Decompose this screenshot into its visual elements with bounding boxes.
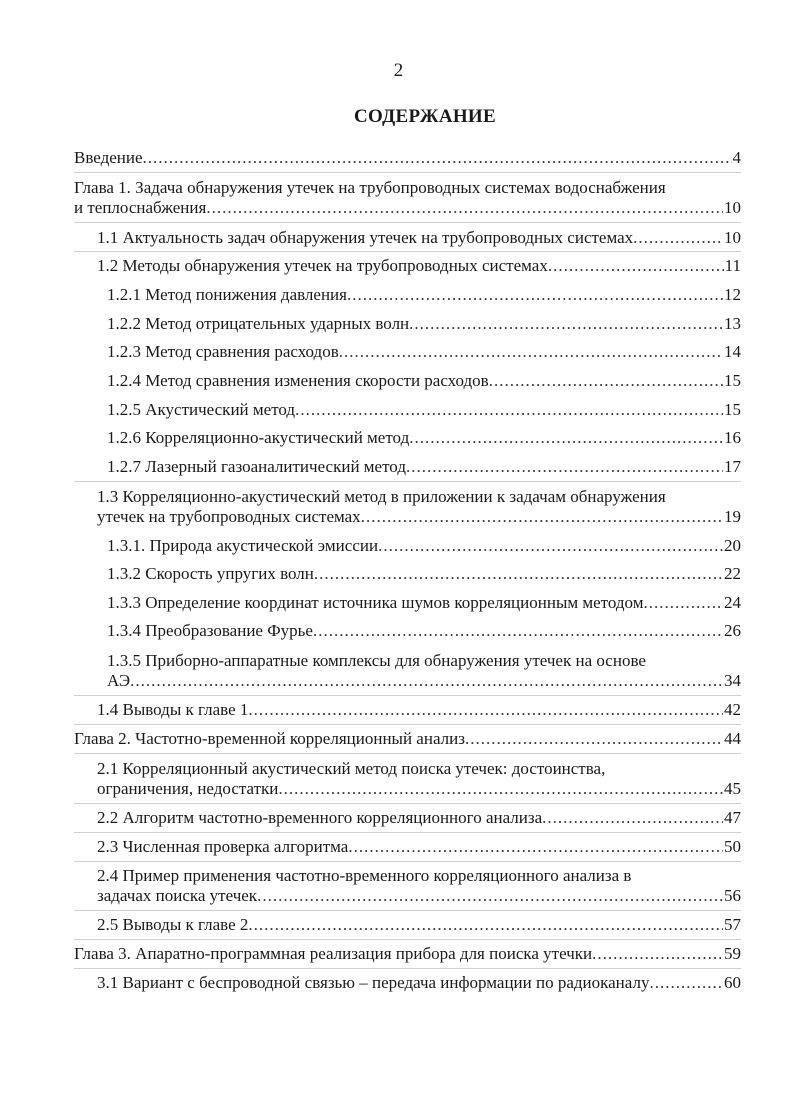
toc-entry-chapter-2 [74, 729, 741, 749]
toc-entry-1-4 [97, 700, 741, 720]
entry-title: 1.2.6 Корреляционно-акустический метод [107, 428, 410, 447]
toc-entry-1-2-4 [107, 371, 741, 391]
leader-dots [409, 314, 723, 334]
leader-dots [206, 198, 723, 218]
entry-title: Глава 2. Частотно-временной корреляционный анализ [74, 729, 465, 748]
page-number: 2 [393, 60, 404, 81]
entry-title: 1.2.5 Акустический метод [107, 400, 296, 419]
leader-dots [409, 428, 723, 448]
leader-dots [592, 944, 723, 964]
entry-page: 59 [724, 944, 741, 963]
toc-entry-2-5 [97, 915, 741, 935]
divider [74, 753, 741, 754]
toc-entry-1-2-5 [107, 400, 741, 420]
divider [74, 968, 741, 969]
entry-title: 1.2.3 Метод сравнения расходов [107, 342, 339, 361]
toc-entry-chapter-3 [74, 944, 741, 964]
entry-title: 1.2 Методы обнаружения утечек на трубопроводных системах [97, 256, 548, 275]
leader-dots [278, 779, 723, 799]
entry-title: 1.1 Актуальность задач обнаружения утечек на трубопроводных системах [97, 228, 634, 247]
entry-page: 24 [724, 593, 741, 612]
entry-title: 2.3 Численная проверка алгоритма [97, 837, 349, 856]
divider [74, 695, 741, 696]
entry-page: 60 [724, 973, 741, 992]
toc-entry-1-3 [97, 487, 741, 527]
entry-page: 44 [724, 729, 741, 748]
leader-dots [339, 342, 723, 362]
toc-entry-1-3-4 [107, 621, 741, 641]
entry-title-cont: и теплоснабжения [74, 198, 207, 217]
entry-title: 1.2.4 Метод сравнения изменения скорости расходов [107, 371, 489, 390]
entry-title-cont: ограничения, недостатки [97, 779, 279, 798]
toc-entry-1-3-1 [107, 536, 741, 556]
leader-dots [649, 973, 723, 993]
entry-page: 11 [724, 256, 741, 275]
entry-page: 45 [724, 779, 741, 798]
toc-entry-introduction [74, 148, 741, 168]
leader-dots [542, 808, 723, 828]
entry-page: 26 [724, 621, 741, 640]
leader-dots [347, 285, 723, 305]
leader-dots [130, 671, 723, 691]
entry-title: 1.2.7 Лазерный газоаналитический метод [107, 457, 406, 476]
divider [74, 910, 741, 911]
toc-entry-3-1 [97, 973, 741, 993]
leader-dots [314, 564, 723, 584]
toc-entry-1-3-3 [107, 593, 741, 613]
entry-page: 42 [724, 700, 741, 719]
entry-page: 57 [724, 915, 741, 934]
entry-title: Глава 3. Апаратно-программная реализация прибора для поиска утечки [74, 944, 593, 963]
toc-entry-1-2 [97, 256, 741, 276]
entry-page: 15 [724, 400, 741, 419]
entry-page: 34 [724, 671, 741, 690]
entry-page: 22 [724, 564, 741, 583]
leader-dots [465, 729, 723, 749]
entry-title: 2.2 Алгоритм частотно-временного корреляционного анализа [97, 808, 543, 827]
divider [74, 832, 741, 833]
divider [74, 939, 741, 940]
leader-dots [295, 400, 723, 420]
entry-page: 13 [724, 314, 741, 333]
entry-title: 2.4 Пример применения частотно-временного корреляционного анализа в [97, 866, 632, 885]
entry-page: 56 [724, 886, 741, 905]
entry-title-cont: АЭ [107, 671, 131, 690]
toc-entry-1-2-7 [107, 457, 741, 477]
leader-dots [406, 457, 723, 477]
leader-dots [633, 228, 723, 248]
entry-page: 14 [724, 342, 741, 361]
entry-page: 12 [724, 285, 741, 304]
toc-entry-2-3 [97, 837, 741, 857]
toc-entry-1-2-2 [107, 314, 741, 334]
entry-title: 1.3.4 Преобразование Фурье [107, 621, 313, 640]
entry-title: 1.2.2 Метод отрицательных ударных волн [107, 314, 410, 333]
divider [74, 172, 741, 173]
entry-title: 1.4 Выводы к главе 1 [97, 700, 249, 719]
entry-title: 2.5 Выводы к главе 2 [97, 915, 249, 934]
leader-dots [248, 915, 723, 935]
divider [74, 803, 741, 804]
toc-entry-1-1 [97, 228, 741, 248]
entry-title: 1.3.2 Скорость упругих волн [107, 564, 314, 583]
toc-entry-2-1 [97, 759, 741, 799]
leader-dots [248, 700, 723, 720]
divider [74, 251, 741, 252]
divider [74, 861, 741, 862]
leader-dots [548, 256, 724, 276]
entry-title: 1.3 Корреляционно-акустический метод в приложении к задачам обнаружения [97, 487, 666, 506]
entry-title: Введение [74, 148, 143, 167]
entry-title-cont: задачах поиска утечек [97, 886, 258, 905]
entry-page: 47 [724, 808, 741, 827]
entry-page: 50 [724, 837, 741, 856]
entry-page: 17 [724, 457, 741, 476]
divider [74, 481, 741, 482]
entry-title: 1.3.5 Приборно-аппаратные комплексы для обнаружения утечек на основе [107, 651, 646, 670]
entry-title: 1.3.3 Определение координат источника шумов корреляционным методом [107, 593, 644, 612]
divider [74, 724, 741, 725]
toc-entry-1-3-5 [107, 651, 741, 691]
leader-dots [361, 507, 723, 527]
leader-dots [489, 371, 723, 391]
entry-page: 19 [724, 507, 741, 526]
entry-title: 3.1 Вариант с беспроводной связью – передача информации по радиоканалу [97, 973, 650, 992]
toc-entry-1-2-3 [107, 342, 741, 362]
leader-dots [348, 837, 723, 857]
toc-entry-chapter-1 [74, 178, 741, 218]
entry-title: 1.2.1 Метод понижения давления [107, 285, 347, 304]
entry-page: 20 [724, 536, 741, 555]
entry-title-cont: утечек на трубопроводных системах [97, 507, 361, 526]
entry-page: 4 [732, 148, 741, 167]
toc-entry-1-3-2 [107, 564, 741, 584]
leader-dots [313, 621, 723, 641]
leader-dots [643, 593, 723, 613]
toc-entry-1-2-1 [107, 285, 741, 305]
entry-title: 2.1 Корреляционный акустический метод поиска утечек: достоинства, [97, 759, 606, 778]
leader-dots [143, 148, 732, 168]
toc-title: СОДЕРЖАНИЕ [354, 106, 496, 127]
entry-page: 10 [724, 198, 741, 217]
toc-entry-1-2-6 [107, 428, 741, 448]
entry-page: 10 [724, 228, 741, 247]
toc-entry-2-4 [97, 866, 741, 906]
divider [74, 222, 741, 223]
leader-dots [378, 536, 723, 556]
entry-title: 1.3.1. Природа акустической эмиссии [107, 536, 379, 555]
toc-entry-2-2 [97, 808, 741, 828]
entry-title: Глава 1. Задача обнаружения утечек на трубопроводных системах водоснабжения [74, 178, 666, 197]
entry-page: 15 [724, 371, 741, 390]
leader-dots [257, 886, 723, 906]
entry-page: 16 [724, 428, 741, 447]
